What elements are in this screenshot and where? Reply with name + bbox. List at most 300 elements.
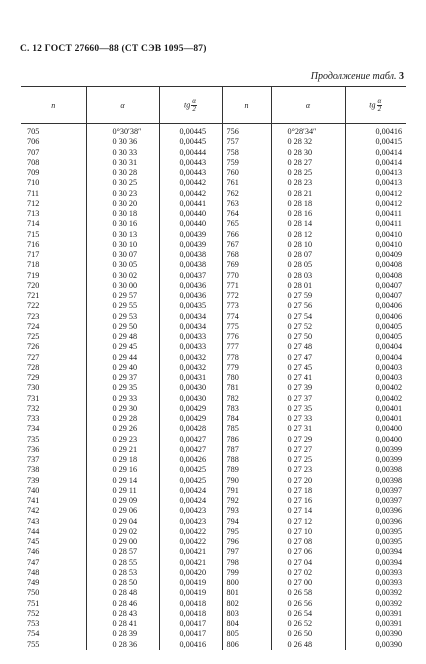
- cell-n: 712: [27, 198, 40, 208]
- cell-n-2: 798: [222, 558, 271, 568]
- cell-n-2: 774: [222, 312, 271, 322]
- cell-alpha: 0 30 16: [86, 219, 159, 229]
- page-header: С. 12 ГОСТ 27660—88 (СТ СЭВ 1095—87): [20, 44, 207, 54]
- cell-alpha: 0 30 33: [86, 148, 159, 158]
- col-header-alpha: α: [86, 87, 159, 124]
- cell-n: 755: [27, 639, 40, 649]
- cell-n: 752: [27, 608, 40, 618]
- cell-tg-2: 0,00406: [345, 301, 406, 311]
- cell-alpha-2: 0 27 16: [271, 496, 345, 506]
- table-row: [21, 219, 406, 229]
- cell-n: 711: [27, 188, 39, 198]
- half-alpha-fraction: [377, 98, 383, 113]
- cell-tg: 0,00425: [159, 465, 222, 475]
- cell-alpha: 0 29 18: [86, 455, 159, 465]
- cell-n-2: 760: [222, 168, 271, 178]
- cell-tg-2: 0,00413: [345, 178, 406, 188]
- cell-tg-2: 0,00400: [345, 424, 406, 434]
- cell-tg-2: 0,00413: [345, 168, 406, 178]
- table-row: [21, 517, 406, 527]
- cell-alpha-2: 0 27 08: [271, 537, 345, 547]
- cell-tg-2: 0,00399: [345, 445, 406, 455]
- cell-tg-2: 0,00402: [345, 383, 406, 393]
- cell-n-2: 804: [222, 619, 271, 629]
- cell-n: 731: [27, 393, 40, 403]
- cell-n-2: 789: [222, 465, 271, 475]
- cell-tg: 0,00443: [159, 168, 222, 178]
- cell-tg-2: 0,00398: [345, 476, 406, 486]
- cell-n: 751: [27, 598, 40, 608]
- cell-tg: 0,00419: [159, 578, 222, 588]
- cell-tg-2: 0,00395: [345, 537, 406, 547]
- cell-tg-2: 0,00394: [345, 547, 406, 557]
- cell-tg-2: 0,00407: [345, 291, 406, 301]
- cell-alpha: 0 29 28: [86, 414, 159, 424]
- cell-n-2: 799: [222, 568, 271, 578]
- table-row: [21, 476, 406, 486]
- cell-n: 705: [27, 127, 40, 136]
- cell-alpha: 0 28 57: [86, 547, 159, 557]
- cell-alpha-2: 0 27 27: [271, 445, 345, 455]
- cell-n: 738: [27, 465, 40, 475]
- cell-alpha: 0 29 11: [86, 486, 159, 496]
- cell-alpha: 0 30 13: [86, 230, 159, 240]
- cell-n-2: 771: [222, 281, 271, 291]
- table-row: [21, 178, 406, 188]
- cell-n: 740: [27, 485, 40, 495]
- cell-n: 734: [27, 424, 40, 434]
- cell-tg-2: 0,00397: [345, 496, 406, 506]
- cell-alpha: 0 29 55: [86, 301, 159, 311]
- table-row: [21, 578, 406, 588]
- cell-alpha-2: 0 26 52: [271, 619, 345, 629]
- cell-alpha: 0 29 26: [86, 424, 159, 434]
- table-row: [21, 629, 406, 639]
- cell-tg-2: 0,00405: [345, 332, 406, 342]
- cell-n: 745: [27, 537, 40, 546]
- table-row: [21, 527, 406, 537]
- cell-alpha: 0 29 23: [86, 435, 159, 445]
- table-row: [21, 455, 406, 465]
- cell-tg: 0,00445: [159, 137, 222, 147]
- cell-alpha-2: 0 28 07: [271, 250, 345, 260]
- cell-alpha: 0 30 36: [86, 137, 159, 147]
- col-header-tg: [159, 87, 222, 124]
- cell-n-2: 785: [222, 424, 271, 434]
- table-row: [21, 414, 406, 424]
- cell-n: 727: [27, 352, 40, 362]
- cell-alpha-2: 0°28′34″: [271, 124, 345, 138]
- cell-n: 733: [27, 414, 40, 423]
- cell-tg-2: 0,00391: [345, 609, 406, 619]
- cell-alpha: 0 29 57: [86, 291, 159, 301]
- cell-n: 747: [27, 557, 40, 567]
- cell-tg: 0,00416: [159, 640, 222, 650]
- table-row: [21, 445, 406, 455]
- table-row: [21, 496, 406, 506]
- cell-tg: 0,00439: [159, 240, 222, 250]
- cell-tg-2: 0,00403: [345, 363, 406, 373]
- cell-alpha: 0 30 10: [86, 240, 159, 250]
- cell-n-2: 773: [222, 301, 271, 311]
- cell-alpha: 0 29 44: [86, 353, 159, 363]
- cell-tg: 0,00429: [159, 404, 222, 414]
- cell-alpha-2: 0 27 35: [271, 404, 345, 414]
- cell-n: 750: [27, 588, 40, 598]
- cell-tg-2: 0,00408: [345, 260, 406, 270]
- cell-alpha-2: 0 26 58: [271, 588, 345, 598]
- cell-alpha: 0 29 40: [86, 363, 159, 373]
- table-row: [21, 486, 406, 496]
- cell-tg: 0,00443: [159, 158, 222, 168]
- cell-n-2: 802: [222, 599, 271, 609]
- cell-alpha: 0 30 05: [86, 260, 159, 270]
- cell-alpha: 0 28 36: [86, 640, 159, 650]
- cell-tg: 0,00432: [159, 353, 222, 363]
- table-row: [21, 394, 406, 404]
- table-row: [21, 373, 406, 383]
- table-row: [21, 209, 406, 219]
- table-row: [21, 424, 406, 434]
- cell-n-2: 758: [222, 148, 271, 158]
- cell-n: 723: [27, 311, 40, 321]
- cell-n: 728: [27, 362, 40, 372]
- cell-n: 732: [27, 403, 40, 413]
- cell-tg-2: 0,00390: [345, 640, 406, 650]
- cell-alpha-2: 0 28 12: [271, 230, 345, 240]
- cell-tg-2: 0,00404: [345, 353, 406, 363]
- col-header-n-2: n: [222, 87, 271, 124]
- table-row: [21, 271, 406, 281]
- cell-alpha-2: 0 28 03: [271, 271, 345, 281]
- cell-n-2: 783: [222, 404, 271, 414]
- cell-tg: 0,00427: [159, 435, 222, 445]
- cell-alpha: 0 28 39: [86, 629, 159, 639]
- table-row: [21, 124, 406, 138]
- fraction-denominator: 2: [377, 104, 382, 113]
- table-row: [21, 281, 406, 291]
- cell-alpha: 0 29 04: [86, 517, 159, 527]
- cell-alpha-2: 0 27 48: [271, 342, 345, 352]
- cell-n-2: 756: [222, 124, 271, 138]
- cell-n: 710: [27, 178, 40, 188]
- cell-alpha: 0 29 50: [86, 322, 159, 332]
- table-row: [21, 547, 406, 557]
- cell-n-2: 787: [222, 445, 271, 455]
- cell-tg-2: 0,00396: [345, 506, 406, 516]
- cell-tg-2: 0,00392: [345, 599, 406, 609]
- table-row: [21, 291, 406, 301]
- cell-alpha-2: 0 26 48: [271, 640, 345, 650]
- cell-n-2: 776: [222, 332, 271, 342]
- cell-tg: 0,00426: [159, 455, 222, 465]
- table-row: [21, 332, 406, 342]
- cell-alpha: 0°30′38″: [86, 124, 159, 138]
- cell-tg-2: 0,00404: [345, 342, 406, 352]
- cell-n: 722: [27, 301, 40, 311]
- cell-n-2: 764: [222, 209, 271, 219]
- cell-tg: 0,00442: [159, 189, 222, 199]
- cell-n-2: 766: [222, 230, 271, 240]
- cell-tg: 0,00428: [159, 424, 222, 434]
- cell-tg: 0,00435: [159, 301, 222, 311]
- cell-tg-2: 0,00403: [345, 373, 406, 383]
- cell-tg-2: 0,00407: [345, 281, 406, 291]
- cell-alpha-2: 0 28 10: [271, 240, 345, 250]
- cell-alpha: 0 29 21: [86, 445, 159, 455]
- cell-n-2: 797: [222, 547, 271, 557]
- cell-tg-2: 0,00394: [345, 558, 406, 568]
- cell-tg: 0,00440: [159, 219, 222, 229]
- col-header-n: n: [21, 87, 86, 124]
- cell-alpha-2: 0 27 41: [271, 373, 345, 383]
- cell-alpha-2: 0 26 54: [271, 609, 345, 619]
- cell-tg: 0,00434: [159, 312, 222, 322]
- cell-alpha: 0 28 55: [86, 558, 159, 568]
- cell-alpha-2: 0 27 47: [271, 353, 345, 363]
- cell-n-2: 781: [222, 383, 271, 393]
- table-row: [21, 322, 406, 332]
- cell-alpha-2: 0 26 50: [271, 629, 345, 639]
- cell-tg-2: 0,00395: [345, 527, 406, 537]
- table-row: [21, 189, 406, 199]
- col-header-alpha-2: α: [271, 87, 345, 124]
- cell-tg-2: 0,00405: [345, 322, 406, 332]
- cell-alpha-2: 0 27 25: [271, 455, 345, 465]
- cell-n-2: 790: [222, 476, 271, 486]
- cell-alpha: 0 30 02: [86, 271, 159, 281]
- cell-n: 753: [27, 619, 40, 628]
- cell-alpha-2: 0 27 37: [271, 394, 345, 404]
- cell-n-2: 801: [222, 588, 271, 598]
- cell-n-2: 791: [222, 486, 271, 496]
- cell-alpha: 0 28 46: [86, 599, 159, 609]
- cell-n-2: 759: [222, 158, 271, 168]
- cell-n-2: 803: [222, 609, 271, 619]
- cell-alpha-2: 0 27 00: [271, 578, 345, 588]
- table-continuation-caption: [311, 71, 404, 82]
- cell-alpha: 0 30 25: [86, 178, 159, 188]
- cell-tg-2: 0,00393: [345, 568, 406, 578]
- cell-tg-2: 0,00410: [345, 230, 406, 240]
- cell-n-2: 778: [222, 353, 271, 363]
- cell-tg: 0,00422: [159, 537, 222, 547]
- cell-tg: 0,00420: [159, 568, 222, 578]
- cell-alpha-2: 0 27 50: [271, 332, 345, 342]
- cell-tg: 0,00444: [159, 148, 222, 158]
- cell-alpha-2: 0 27 14: [271, 506, 345, 516]
- cell-n-2: 770: [222, 271, 271, 281]
- cell-n: 730: [27, 383, 40, 393]
- cell-alpha-2: 0 28 21: [271, 189, 345, 199]
- cell-tg: 0,00431: [159, 373, 222, 383]
- cell-alpha-2: 0 27 29: [271, 435, 345, 445]
- cell-tg: 0,00424: [159, 496, 222, 506]
- cell-alpha: 0 29 53: [86, 312, 159, 322]
- cell-alpha: 0 30 00: [86, 281, 159, 291]
- cell-n-2: 786: [222, 435, 271, 445]
- table-row: [21, 250, 406, 260]
- cell-n: 726: [27, 342, 40, 352]
- cell-tg-2: 0,00412: [345, 199, 406, 209]
- cell-alpha-2: 0 28 32: [271, 137, 345, 147]
- cell-n: 714: [27, 219, 40, 229]
- cell-tg-2: 0,00406: [345, 312, 406, 322]
- cell-n: 741: [27, 496, 40, 505]
- fraction-denominator: 2: [192, 104, 196, 113]
- cell-tg-2: 0,00412: [345, 189, 406, 199]
- cell-n-2: 806: [222, 640, 271, 650]
- cell-tg-2: 0,00401: [345, 404, 406, 414]
- cell-tg-2: 0,00402: [345, 394, 406, 404]
- cell-alpha-2: 0 27 45: [271, 363, 345, 373]
- cell-n-2: 796: [222, 537, 271, 547]
- cell-n-2: 805: [222, 629, 271, 639]
- cell-alpha-2: 0 27 39: [271, 383, 345, 393]
- cell-tg-2: 0,00401: [345, 414, 406, 424]
- table-row: [21, 312, 406, 322]
- cell-n: 717: [27, 250, 40, 259]
- cell-n: 707: [27, 147, 40, 157]
- cell-n-2: 757: [222, 137, 271, 147]
- cell-n-2: 777: [222, 342, 271, 352]
- cell-n: 721: [27, 291, 40, 300]
- cell-alpha: 0 30 18: [86, 209, 159, 219]
- table-number: 3: [399, 71, 404, 82]
- cell-n: 744: [27, 526, 40, 536]
- cell-alpha: 0 28 50: [86, 578, 159, 588]
- cell-n: 735: [27, 434, 40, 444]
- cell-alpha: 0 29 35: [86, 383, 159, 393]
- cell-alpha: 0 28 48: [86, 588, 159, 598]
- cell-n-2: 775: [222, 322, 271, 332]
- cell-n-2: 768: [222, 250, 271, 260]
- cell-tg: 0,00433: [159, 332, 222, 342]
- cell-tg: 0,00438: [159, 250, 222, 260]
- table-row: [21, 148, 406, 158]
- cell-tg-2: 0,00393: [345, 578, 406, 588]
- cell-alpha-2: 0 27 04: [271, 558, 345, 568]
- table-row: [21, 383, 406, 393]
- cell-tg: 0,00440: [159, 209, 222, 219]
- table-row: [21, 640, 406, 650]
- cell-tg: 0,00419: [159, 588, 222, 598]
- cell-n: 754: [27, 629, 40, 639]
- cell-n-2: 762: [222, 189, 271, 199]
- cell-alpha: 0 28 43: [86, 609, 159, 619]
- cell-alpha-2: 0 27 06: [271, 547, 345, 557]
- cell-tg-2: 0,00411: [345, 209, 406, 219]
- cell-n: 720: [27, 280, 40, 290]
- table-body: [21, 124, 406, 650]
- cell-tg: 0,00430: [159, 383, 222, 393]
- angle-table: [21, 86, 406, 650]
- cell-n-2: 772: [222, 291, 271, 301]
- cell-tg: 0,00423: [159, 517, 222, 527]
- cell-tg-2: 0,00390: [345, 629, 406, 639]
- cell-tg: 0,00421: [159, 558, 222, 568]
- cell-tg: 0,00418: [159, 609, 222, 619]
- cell-alpha: 0 29 45: [86, 342, 159, 352]
- cell-alpha: 0 30 23: [86, 189, 159, 199]
- cell-n-2: 769: [222, 260, 271, 270]
- cell-alpha-2: 0 28 27: [271, 158, 345, 168]
- cell-tg: 0,00439: [159, 230, 222, 240]
- cell-tg-2: 0,00399: [345, 455, 406, 465]
- table-row: [21, 506, 406, 516]
- cell-alpha-2: 0 27 33: [271, 414, 345, 424]
- cell-tg: 0,00424: [159, 486, 222, 496]
- cell-tg: 0,00433: [159, 342, 222, 352]
- cell-alpha: 0 29 16: [86, 465, 159, 475]
- cell-tg-2: 0,00414: [345, 148, 406, 158]
- table-row: [21, 404, 406, 414]
- cell-alpha: 0 29 00: [86, 537, 159, 547]
- cell-n-2: 763: [222, 199, 271, 209]
- table-row: [21, 465, 406, 475]
- cell-n: 718: [27, 260, 40, 270]
- cell-alpha: 0 29 48: [86, 332, 159, 342]
- cell-n: 736: [27, 444, 40, 454]
- cell-alpha-2: 0 28 01: [271, 281, 345, 291]
- cell-n-2: 761: [222, 178, 271, 188]
- cell-n-2: 779: [222, 363, 271, 373]
- cell-n: 719: [27, 270, 40, 280]
- cell-n: 743: [27, 516, 40, 526]
- cell-alpha-2: 0 27 52: [271, 322, 345, 332]
- cell-alpha: 0 29 06: [86, 506, 159, 516]
- cell-alpha-2: 0 28 14: [271, 219, 345, 229]
- cell-tg: 0,00437: [159, 271, 222, 281]
- cell-n-2: 784: [222, 414, 271, 424]
- half-alpha-fraction: [191, 98, 197, 113]
- cell-n: 709: [27, 168, 40, 177]
- cell-alpha: 0 30 07: [86, 250, 159, 260]
- table-row: [21, 537, 406, 547]
- cell-alpha-2: 0 27 54: [271, 312, 345, 322]
- fraction-numerator: α: [377, 96, 382, 105]
- cell-n-2: 800: [222, 578, 271, 588]
- cell-tg-2: 0,00414: [345, 158, 406, 168]
- cell-n-2: 788: [222, 455, 271, 465]
- cell-n-2: 795: [222, 527, 271, 537]
- cell-tg: 0,00422: [159, 527, 222, 537]
- cell-n: 748: [27, 567, 40, 577]
- cell-tg: 0,00436: [159, 281, 222, 291]
- cell-alpha-2: 0 28 23: [271, 178, 345, 188]
- table-row: [21, 240, 406, 250]
- cell-tg-2: 0,00400: [345, 435, 406, 445]
- cell-alpha-2: 0 27 02: [271, 568, 345, 578]
- cell-n: 716: [27, 239, 40, 249]
- cell-tg-2: 0,00411: [345, 219, 406, 229]
- cell-alpha: 0 30 20: [86, 199, 159, 209]
- table-row: [21, 588, 406, 598]
- cell-tg: 0,00429: [159, 414, 222, 424]
- cell-n: 715: [27, 229, 40, 239]
- cell-n: 737: [27, 455, 40, 464]
- table-row: [21, 435, 406, 445]
- cell-tg-2: 0,00410: [345, 240, 406, 250]
- cell-alpha-2: 0 27 23: [271, 465, 345, 475]
- table-row: [21, 301, 406, 311]
- cell-tg: 0,00445: [159, 124, 222, 138]
- cell-tg-2: 0,00415: [345, 137, 406, 147]
- table-header: [21, 87, 406, 124]
- cell-n-2: 765: [222, 219, 271, 229]
- cell-alpha-2: 0 27 20: [271, 476, 345, 486]
- cell-alpha-2: 0 27 59: [271, 291, 345, 301]
